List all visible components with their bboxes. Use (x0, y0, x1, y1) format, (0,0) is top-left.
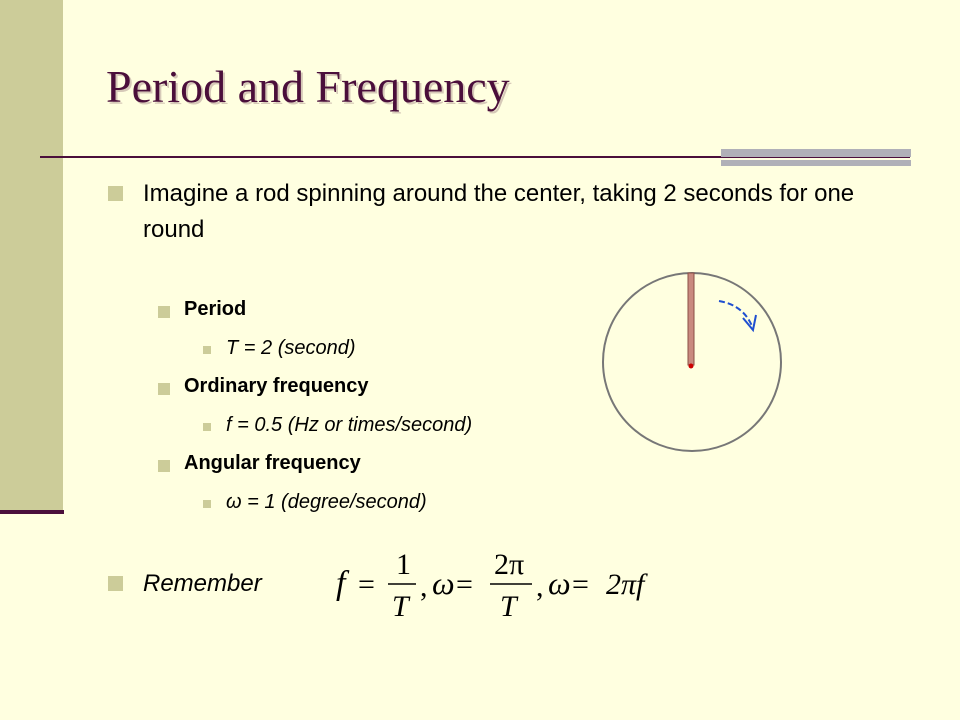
bullet-square (203, 500, 211, 508)
bullet-square (158, 460, 170, 472)
formula-equals: = (572, 568, 589, 601)
formula-comma: , (536, 570, 544, 603)
bullet-square (108, 186, 123, 201)
angular-frequency-label: Angular frequency (184, 452, 361, 474)
left-accent-bar (0, 0, 63, 512)
title-divider-accent (721, 149, 911, 157)
title-divider-accent-lower (721, 160, 911, 166)
bullet-square (158, 383, 170, 395)
formula-two-pi-f: 2πf (606, 568, 645, 601)
frequency-formula (330, 538, 670, 628)
formula-omega: ω (432, 565, 455, 601)
bullet-square (108, 576, 123, 591)
center-point (689, 364, 694, 369)
formula-denominator-T: T (392, 590, 409, 623)
ordinary-frequency-label: Ordinary frequency (184, 375, 369, 397)
remember-label: Remember (143, 570, 262, 597)
period-label: Period (184, 298, 247, 320)
left-accent-underline (0, 510, 64, 514)
bullet-square (158, 306, 170, 318)
bullet-square (203, 423, 211, 431)
ordinary-frequency-value: f = 0.5 (Hz or times/second) (226, 414, 473, 436)
angular-frequency-value: ω = 1 (degree/second) (226, 491, 427, 513)
formula-comma: , (420, 570, 428, 603)
formula-numerator-two-pi: 2π (494, 548, 525, 581)
formula-omega: ω (548, 565, 571, 601)
period-value: T = 2 (second) (226, 337, 356, 359)
formula-f: f (336, 565, 346, 602)
spinning-rod-diagram (598, 268, 788, 458)
formula-equals: = (358, 568, 375, 601)
bullet-main: Imagine a rod spinning around the center, taking 2 seconds for one round (143, 180, 855, 243)
formula-numerator-one: 1 (396, 548, 411, 581)
formula-denominator-T: T (500, 590, 517, 623)
formula-equals: = (456, 568, 473, 601)
bullet-square (203, 346, 211, 354)
rod (688, 273, 694, 365)
slide-title: Period and Frequency (106, 61, 510, 112)
